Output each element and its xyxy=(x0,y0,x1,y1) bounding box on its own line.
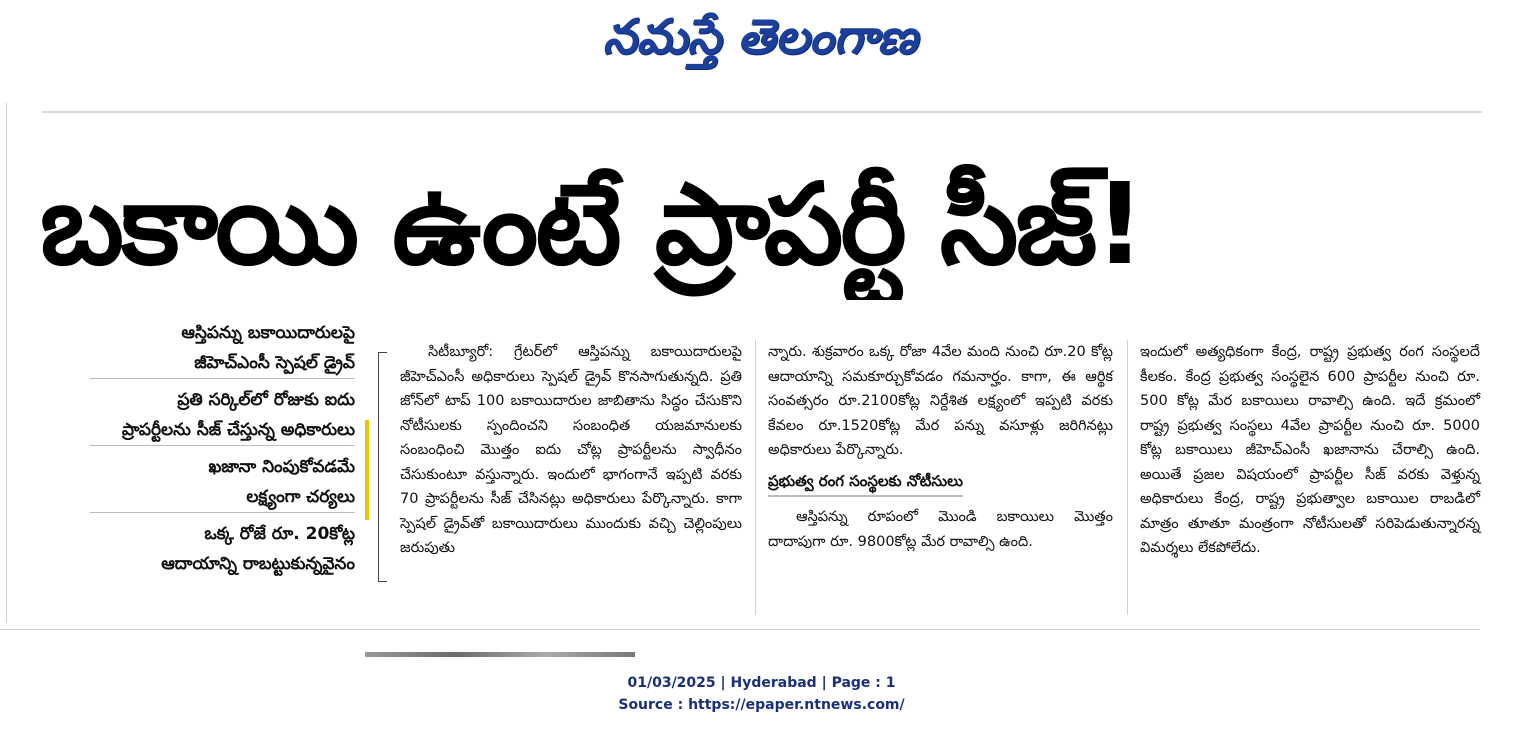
photo-strip xyxy=(365,652,635,657)
masthead-logo: నమస్తే తెలంగాణ xyxy=(602,9,918,65)
headline: బకాయి ఉంటే ప్రాపర్టీ సీజ్‌! xyxy=(40,160,1143,290)
subhead-line: ఖజానా నింపుకోవడమే xyxy=(208,457,355,477)
subhead-line: ఒక్క రోజే రూ. 20కోట్ల xyxy=(204,524,355,544)
accent-bar xyxy=(365,420,369,520)
subhead-group xyxy=(70,452,355,512)
footer-date-line: 01/03/2025 | Hyderabad | Page : 1 xyxy=(627,675,896,691)
subhead-separator xyxy=(90,445,355,446)
column-2-text: న్నారు. శుక్రవారం ఒక్క రోజా 4వేల మంది నుంచి రూ.20 కోట్ల ఆదాయాన్ని సమకూర్చుకోవడం గమనార్హం. కాగా, ఈ ఆర్థిక సంవత్సరం రూ.2100కోట్ల నిర్దేశిత లక్ష్యంలో ఇప్పటి వరకు కేవలం రూ.1520కోట్ల మేర పన్ను వసూళ్లు జరిగినట్లు అధికారులు పేర్కొన్నారు. xyxy=(768,344,1113,458)
subhead-group xyxy=(70,318,355,378)
subhead-separator xyxy=(90,512,355,513)
footer-source-line: Source : https://epaper.ntnews.com/ xyxy=(618,697,905,713)
subhead-line: జీహెచ్‌ఎంసీ స్పెషల్‌ డ్రైవ్‌ xyxy=(194,353,355,373)
column-divider xyxy=(1127,340,1128,615)
subhead-group xyxy=(70,385,355,445)
column-divider xyxy=(755,340,756,615)
article-column-2 xyxy=(768,340,1113,554)
left-border-rule xyxy=(6,103,7,623)
text-bracket xyxy=(378,352,387,582)
bottom-divider xyxy=(0,629,1480,630)
column-1-text: సిటీబ్యూరో: గ్రేటర్‌లో ఆస్తిపన్ను బకాయిదారులపై జీహెచ్‌ఎంసీ అధికారులు స్పెషల్‌ డ్రైవ్‌ కొనసాగుతున్నది. ప్రతి జోన్‌లో టాప్‌ 100 బకాయిదారుల జాబితాను సిద్ధం చేసుకొని నోటీసులకు స్పందించని సంబంధిత యజమానులకు సంబంధించి మొత్తం ఐదు చోట్ల ప్రాపర్టీలను స్వాధీనం చేసుకుంటూ వస్తున్నారు. ఇందులో భాగంగానే ఇప్పటి వరకు 70 ప్రాపర్టీలను సీజ్‌ చేసినట్లు అధికారులు పేర్కొన్నారు. కాగా స్పెషల్‌ డ్రైవ్‌తో బకాయిదారులు ముందుకు వచ్చి చెల్లింపులు జరుపుతు xyxy=(400,344,742,556)
subhead-separator xyxy=(90,378,355,379)
top-divider xyxy=(42,111,1482,113)
subhead-line: ప్రతి సర్కిల్‌లో రోజుకు ఐదు xyxy=(177,390,355,410)
subhead-line: ప్రాపర్టీలను సీజ్‌ చేస్తున్న అధికారులు xyxy=(121,420,355,440)
subhead-line: ఆస్తిపన్ను బకాయిదారులపై xyxy=(181,323,355,343)
article-column-3 xyxy=(1140,340,1480,561)
column-2-after-text: ఆస్తిపన్ను రూపంలో మొండి బకాయిలు మొత్తం దాదాపుగా రూ. 9800కోట్ల మేర రావాల్సి ఉంది. xyxy=(768,509,1113,550)
subhead-line: ఆదాయాన్ని రాబట్టుకున్నవైనం xyxy=(161,554,355,574)
subhead-group xyxy=(70,519,355,579)
subhead-line: లక్ష్యంగా చర్యలు xyxy=(246,487,355,507)
column-2-subheading: ప్రభుత్వ రంగ సంస్థలకు నోటీసులు xyxy=(768,469,963,498)
article-column-1 xyxy=(400,340,742,561)
subheads-block xyxy=(70,318,355,579)
column-3-text: ఇందులో అత్యధికంగా కేంద్ర, రాష్ట్ర ప్రభుత్వ రంగ సంస్థలదే కీలకం. కేంద్ర ప్రభుత్వ సంస్థలైన 600 ప్రాపర్టీల నుంచి రూ. 500 కోట్ల మేర బకాయిలు రావాల్సి ఉంది. ఇదే క్రమంలో రాష్ట్ర ప్రభుత్వ సంస్థలు 4వేల ప్రాపర్టీల నుంచి రూ. 5000 కోట్ల బకాయిలు జీహెచ్‌ఎంసీ ఖజానాను చేరాల్సి ఉంది. అయితే ప్రజల విషయంలో ప్రాపర్టీల సీజ్‌ వరకు వెళ్తున్న అధికారులు కేంద్ర, రాష్ట్ర ప్రభుత్వాల బకాయిల రాబడిలో మాత్రం తూతూ మంత్రంగా నోటీసులతో సరిపెడుతున్నారన్న విమర్శలు లేకపోలేదు. xyxy=(1140,344,1480,556)
